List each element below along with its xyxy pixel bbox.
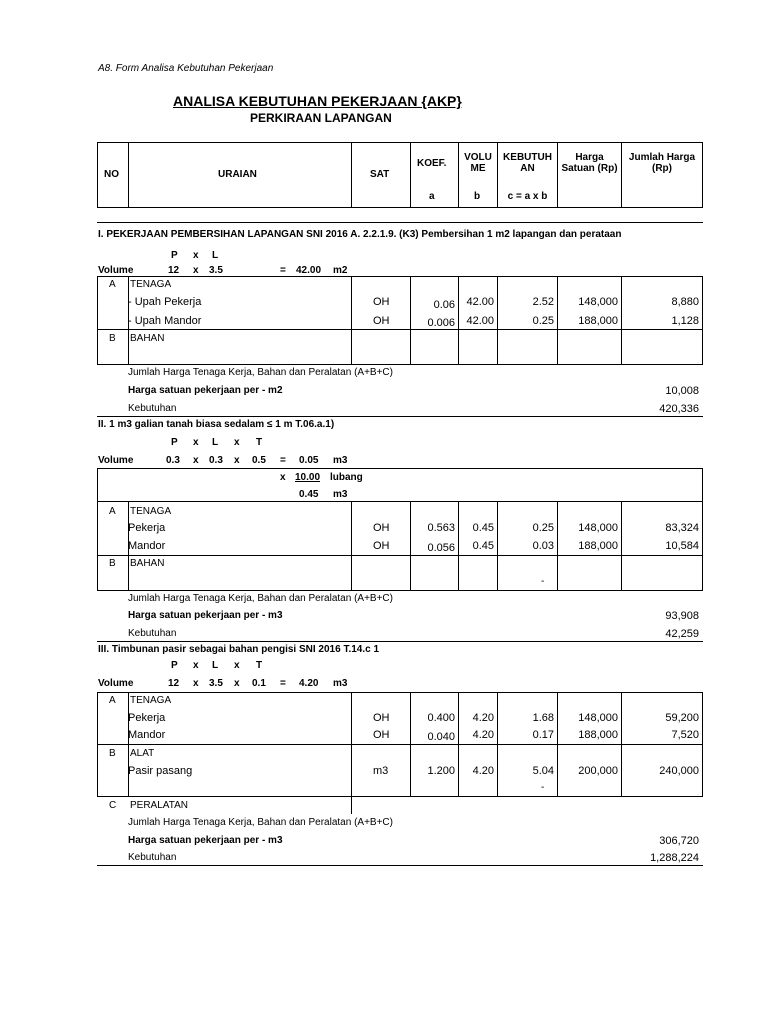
s1-vol-unit: m2 xyxy=(333,265,348,276)
s2-formula-p: P xyxy=(171,437,178,448)
s2-formula-l: L xyxy=(212,437,219,448)
s2-vol-t: 0.5 xyxy=(252,455,266,466)
s2-keb-value: 42,259 xyxy=(665,628,699,640)
s3-tenaga: TENAGA xyxy=(130,695,172,706)
s2-r1-harga: 148,000 xyxy=(578,522,618,534)
s2-r2-harga: 188,000 xyxy=(578,540,618,552)
s3-r1-koef: 0.400 xyxy=(427,712,455,724)
s1-r2-koef: 0.006 xyxy=(427,317,455,329)
s1-r1-vol: 42.00 xyxy=(466,296,494,308)
s3-r2-keb: 0.17 xyxy=(532,729,554,741)
s3-r2-name: Mandor xyxy=(128,729,166,741)
s1-vol-x: x xyxy=(193,265,199,276)
s2-total-val: 0.45 xyxy=(299,489,319,500)
s3-r3-harga: 200,000 xyxy=(578,765,618,777)
header-jumlah-1: Jumlah Harga xyxy=(628,152,696,163)
header-jumlah-2: (Rp) xyxy=(652,163,672,174)
s3-r1-name: Pekerja xyxy=(128,712,166,724)
s2-unit-value: 93,908 xyxy=(665,610,699,622)
s3-vol-l: 3.5 xyxy=(209,678,223,689)
s1-vol-res: 42.00 xyxy=(296,265,322,276)
section-2-title: II. 1 m3 galian tanah biasa sedalam ≤ 1 m T.06.a.1) xyxy=(98,419,335,430)
s1-bahan: BAHAN xyxy=(130,333,165,344)
header-sat: SAT xyxy=(370,169,390,180)
s2-keb-label: Kebutuhan xyxy=(128,628,177,639)
s1-formula-p: P xyxy=(171,250,178,261)
s3-peralatan: PERALATAN xyxy=(130,800,188,811)
header-volume-2: ME xyxy=(470,163,486,174)
s2-r1-jumlah: 83,324 xyxy=(665,522,699,534)
s3-group-a: A xyxy=(109,695,116,706)
s3-vol-eq: = xyxy=(280,678,286,689)
s2-r2-vol: 0.45 xyxy=(472,540,494,552)
s3-group-b: B xyxy=(109,748,116,759)
s2-r2-keb: 0.03 xyxy=(532,540,554,552)
s1-vol-l: 3.5 xyxy=(209,265,223,276)
s1-r1-harga: 148,000 xyxy=(578,296,618,308)
s3-r3-name: Pasir pasang xyxy=(128,765,193,777)
s3-group-c: C xyxy=(109,800,117,811)
header-no: NO xyxy=(104,169,119,180)
s3-r3-jumlah: 240,000 xyxy=(659,765,699,777)
s1-keb-value: 420,336 xyxy=(659,403,699,415)
header-kebutuhan-2: AN xyxy=(520,163,535,174)
s1-vol-eq: = xyxy=(280,265,286,276)
s1-r2-keb: 0.25 xyxy=(532,315,554,327)
s2-total-unit: m3 xyxy=(333,489,348,500)
s3-keb-label: Kebutuhan xyxy=(128,852,177,863)
page-title: ANALISA KEBUTUHAN PEKERJAAN {AKP} xyxy=(173,93,462,109)
s3-formula-l: L xyxy=(212,660,219,671)
s2-group-b: B xyxy=(109,558,116,569)
s1-r2-name: - Upah Mandor xyxy=(128,315,202,327)
s3-r3-sat: m3 xyxy=(373,765,389,777)
s1-keb-label: Kebutuhan xyxy=(128,403,177,414)
header-koef: KOEF. xyxy=(417,158,447,169)
s1-unit-value: 10,008 xyxy=(665,385,699,397)
s2-unit-label: Harga satuan pekerjaan per - m3 xyxy=(128,610,283,621)
s2-sum-label: Jumlah Harga Tenaga Kerja, Bahan dan Peralatan (A+B+C) xyxy=(128,593,393,604)
header-kebutuhan-sym: c = a x b xyxy=(507,191,548,202)
s3-volume-label: Volume xyxy=(98,678,134,689)
s2-r1-name: Pekerja xyxy=(128,522,166,534)
s1-sum-label: Jumlah Harga Tenaga Kerja, Bahan dan Peralatan (A+B+C) xyxy=(128,367,393,378)
s2-formula-x2: x xyxy=(234,437,240,448)
s3-r2-jumlah: 7,520 xyxy=(671,729,699,741)
s3-formula-p: P xyxy=(171,660,178,671)
header-harga-2: Satuan (Rp) xyxy=(561,163,618,174)
header-uraian: URAIAN xyxy=(218,169,257,180)
s1-r2-harga: 188,000 xyxy=(578,315,618,327)
s2-vol-l: 0.3 xyxy=(209,455,223,466)
s2-dash: - xyxy=(541,576,545,587)
s3-r2-vol: 4.20 xyxy=(472,729,494,741)
s3-r1-harga: 148,000 xyxy=(578,712,618,724)
s3-vol-t: 0.1 xyxy=(252,678,266,689)
s3-formula-x1: x xyxy=(193,660,199,671)
s3-r3-keb: 5.04 xyxy=(532,765,554,777)
s3-unit-label: Harga satuan pekerjaan per - m3 xyxy=(128,835,283,846)
header-koef-sym: a xyxy=(429,191,435,202)
s2-r1-keb: 0.25 xyxy=(532,522,554,534)
s2-r2-name: Mandor xyxy=(128,540,166,552)
s3-unit-value: 306,720 xyxy=(659,835,699,847)
s2-group-a: A xyxy=(109,506,116,517)
s3-r2-sat: OH xyxy=(373,729,390,741)
s2-volume-label: Volume xyxy=(98,455,134,466)
s1-r1-name: - Upah Pekerja xyxy=(128,296,202,308)
s3-formula-x2: x xyxy=(234,660,240,671)
s3-alat: ALAT xyxy=(130,748,155,759)
section-3-title: III. Timbunan pasir sebagai bahan pengisi SNI 2016 T.14.c 1 xyxy=(98,644,380,655)
s3-r3-koef: 1.200 xyxy=(427,765,455,777)
s1-r1-jumlah: 8,880 xyxy=(671,296,699,308)
page-subtitle: PERKIRAAN LAPANGAN xyxy=(250,111,392,125)
s3-vol-unit: m3 xyxy=(333,678,348,689)
s1-volume-label: Volume xyxy=(98,265,134,276)
header-kebutuhan-1: KEBUTUH xyxy=(503,152,552,163)
s2-mult-unit: lubang xyxy=(330,472,363,483)
header-harga-1: Harga xyxy=(575,152,604,163)
s2-bahan: BAHAN xyxy=(130,558,165,569)
s1-tenaga: TENAGA xyxy=(130,279,172,290)
s1-vol-p: 12 xyxy=(168,265,180,276)
s1-r1-keb: 2.52 xyxy=(532,296,554,308)
s3-r1-jumlah: 59,200 xyxy=(665,712,699,724)
s3-r2-koef: 0.040 xyxy=(427,731,455,743)
s3-dash: - xyxy=(541,782,545,793)
s2-mult-x: x xyxy=(280,472,286,483)
s1-r2-jumlah: 1,128 xyxy=(671,315,699,327)
s1-group-b: B xyxy=(109,333,116,344)
s2-tenaga: TENAGA xyxy=(130,506,172,517)
s3-vol-res: 4.20 xyxy=(299,678,319,689)
s2-vol-res: 0.05 xyxy=(299,455,319,466)
doc-label: A8. Form Analisa Kebutuhan Pekerjaan xyxy=(98,63,274,74)
s3-sum-label: Jumlah Harga Tenaga Kerja, Bahan dan Peralatan (A+B+C) xyxy=(128,817,393,828)
s2-vol-p: 0.3 xyxy=(166,455,180,466)
s2-mult-val: 10.00 xyxy=(295,472,321,483)
s2-r2-koef: 0.056 xyxy=(427,542,455,554)
s3-r1-sat: OH xyxy=(373,712,390,724)
section-1-title: I. PEKERJAAN PEMBERSIHAN LAPANGAN SNI 2016 A. 2.2.1.9. (K3) Pembersihan 1 m2 lapangan dan perataan xyxy=(98,229,622,240)
s1-r2-vol: 42.00 xyxy=(466,315,494,327)
s2-formula-x1: x xyxy=(193,437,199,448)
s2-r2-sat: OH xyxy=(373,540,390,552)
s3-r1-vol: 4.20 xyxy=(472,712,494,724)
s2-r1-vol: 0.45 xyxy=(472,522,494,534)
s1-r1-sat: OH xyxy=(373,296,390,308)
s1-r2-sat: OH xyxy=(373,315,390,327)
s3-keb-value: 1,288,224 xyxy=(650,852,699,864)
s3-r3-vol: 4.20 xyxy=(472,765,494,777)
header-volume-sym: b xyxy=(474,191,481,202)
s2-r1-koef: 0.563 xyxy=(427,522,455,534)
s2-vol-eq: = xyxy=(280,455,286,466)
s2-r2-jumlah: 10,584 xyxy=(665,540,699,552)
s3-vol-x1: x xyxy=(193,678,199,689)
s3-r1-keb: 1.68 xyxy=(532,712,554,724)
s1-formula-x: x xyxy=(193,250,199,261)
s2-vol-x2: x xyxy=(234,455,240,466)
s3-vol-p: 12 xyxy=(168,678,180,689)
s1-r1-koef: 0.06 xyxy=(433,299,455,311)
s1-unit-label: Harga satuan pekerjaan per - m2 xyxy=(128,385,283,396)
s2-vol-unit: m3 xyxy=(333,455,348,466)
s2-formula-t: T xyxy=(256,437,263,448)
s3-vol-x2: x xyxy=(234,678,240,689)
s1-group-a: A xyxy=(109,279,116,290)
s2-vol-x1: x xyxy=(193,455,199,466)
header-volume-1: VOLU xyxy=(464,152,492,163)
s2-r1-sat: OH xyxy=(373,522,390,534)
s3-r2-harga: 188,000 xyxy=(578,729,618,741)
s1-formula-l: L xyxy=(212,250,219,261)
s3-formula-t: T xyxy=(256,660,263,671)
